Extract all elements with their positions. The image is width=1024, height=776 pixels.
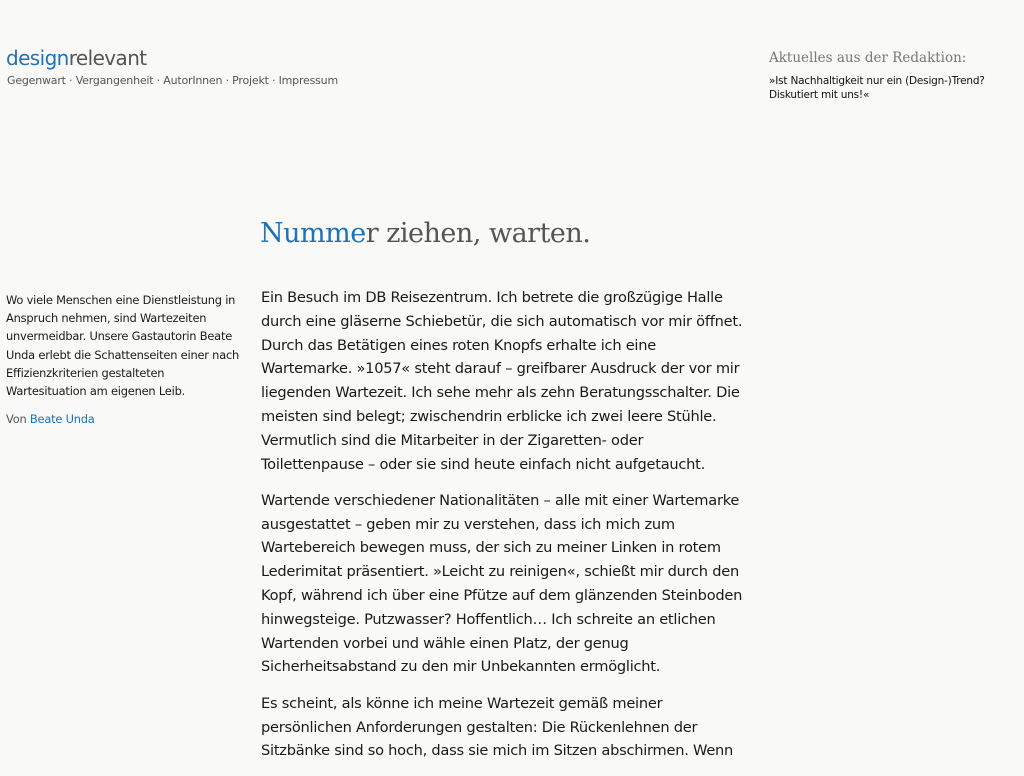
- title-highlight: Numme: [260, 218, 366, 249]
- byline-label: Von: [6, 412, 27, 427]
- paragraph-line: Kopf, während ich über eine Pfütze auf dem glänzenden Steinboden: [261, 587, 743, 605]
- paragraph-line: Wartemarke. »1057« steht darauf – greifbarer Ausdruck der vor mir: [261, 360, 740, 378]
- news-heading: Aktuelles aus der Redaktion:: [769, 50, 967, 66]
- paragraph-line: Lederimitat präsentiert. »Leicht zu reinigen«, schießt mir durch den: [261, 563, 739, 581]
- nav-separator: ·: [65, 74, 76, 87]
- news-link[interactable]: »Ist Nachhaltigkeit nur ein (Design-)Trend? Diskutiert mit uns!«: [769, 75, 985, 101]
- article-teaser: [6, 291, 241, 428]
- paragraph-line: hinwegsteige. Putzwasser? Hoffentlich… Ich schreite an etlichen: [261, 610, 716, 628]
- logo-relevant: relevant: [68, 46, 147, 70]
- paragraph-line: Wartenden vorbei und wähle einen Platz, der genug: [261, 634, 629, 652]
- paragraph-line: durch eine gläserne Schiebetür, die sich automatisch vor mir öffnet.: [261, 312, 743, 330]
- title-rest: r ziehen, warten.: [365, 218, 591, 249]
- nav-separator: ·: [268, 74, 279, 87]
- article-body: [261, 286, 761, 776]
- paragraph-line: Durch das Betätigen eines roten Knopfs erhalte ich eine: [261, 336, 656, 354]
- article-paragraph: [261, 489, 761, 679]
- news-box: [769, 50, 1019, 102]
- author-link[interactable]: Beate Unda: [29, 412, 95, 427]
- paragraph-line: ausgestattet – geben mir zu verstehen, dass ich mich zum: [261, 515, 675, 533]
- byline: [6, 410, 241, 428]
- nav-item[interactable]: Vergangenheit: [75, 74, 154, 87]
- teaser-text: Wo viele Menschen eine Dienstleistung in Anspruch nehmen, sind Wartezeiten unvermeidbar. Unsere Gastautorin Beate Unda erlebt die Schattenseiten einer nach Effizienzkriterien gestalteten Wartesituation am eigenen Leib.: [6, 293, 240, 399]
- paragraph-line: Sitzbänke sind so hoch, dass sie mich im Sitzen abschirmen. Wenn: [261, 742, 734, 760]
- paragraph-line: Es scheint, als könne ich meine Wartezeit gemäß meiner: [261, 694, 663, 712]
- paragraph-line: Vermutlich sind die Mitarbeiter in der Zigaretten- oder: [261, 431, 644, 449]
- paragraph-line: liegenden Wartezeit. Ich sehe mehr als zehn Beratungsschalter. Die: [261, 384, 740, 402]
- nav-item[interactable]: AutorInnen: [163, 74, 223, 87]
- nav-item[interactable]: Projekt: [232, 74, 269, 87]
- article-paragraph: [261, 692, 761, 763]
- paragraph-line: Toilettenpause – oder sie sind heute einfach nicht aufgetaucht.: [261, 455, 706, 473]
- paragraph-line: Wartebereich bewegen muss, der sich zu meiner Linken in rotem: [261, 539, 721, 557]
- nav-separator: ·: [222, 74, 233, 87]
- article-paragraph: [261, 286, 761, 476]
- site-logo[interactable]: [6, 46, 147, 70]
- nav-separator: ·: [153, 74, 164, 87]
- paragraph-line: meisten sind belegt; zwischendrin erblicke ich zwei leere Stühle.: [261, 407, 717, 425]
- paragraph-line: Wartende verschiedener Nationalitäten – alle mit einer Wartemarke: [261, 491, 740, 509]
- paragraph-line: persönlichen Anforderungen gestalten: Die Rückenlehnen der: [261, 718, 698, 736]
- paragraph-line: Sicherheitsabstand zu den mir Unbekannten ermöglicht.: [261, 658, 661, 676]
- nav-item[interactable]: Impressum: [278, 74, 338, 87]
- logo-design: design: [6, 46, 69, 70]
- main-nav: [7, 74, 338, 87]
- nav-item[interactable]: Gegenwart: [7, 74, 66, 87]
- paragraph-line: Ein Besuch im DB Reisezentrum. Ich betrete die großzügige Halle: [261, 289, 723, 306]
- article-title: [260, 218, 590, 249]
